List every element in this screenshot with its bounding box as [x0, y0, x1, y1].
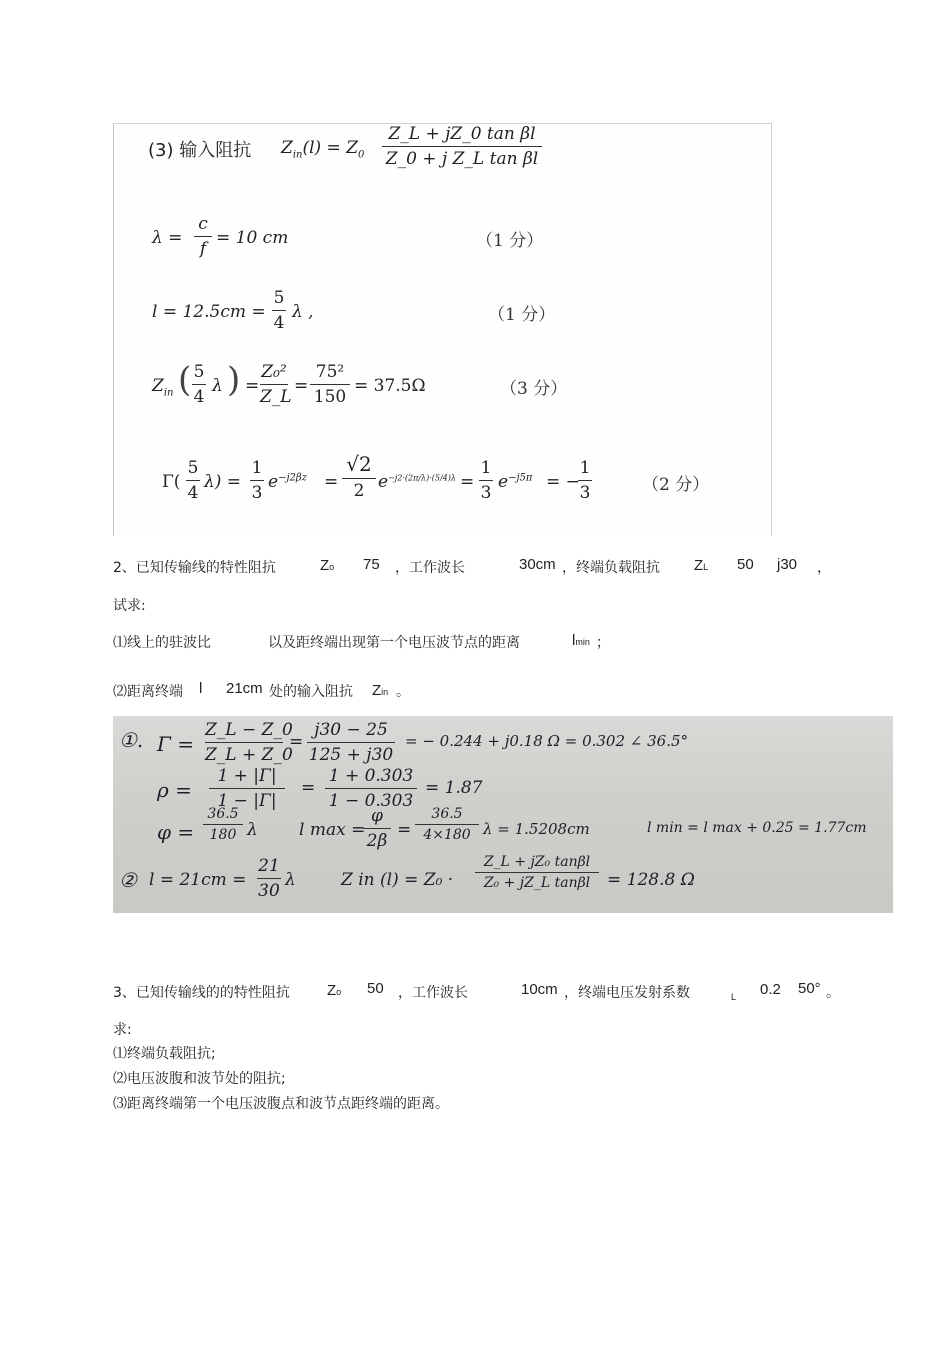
solution-line5-eq3: = − — [546, 472, 580, 492]
q2-item2-l: l — [199, 680, 203, 697]
q2-item2-a: ⑵距离终端 — [113, 684, 183, 700]
solution-line5-exp2: $e^{-j2\cdot(2\pi/\lambda)\cdot(5/4)\lambda}$ — [378, 472, 456, 492]
solution-line2-score: （1 分） — [476, 231, 544, 251]
q3-wave-value: 10cm — [521, 981, 558, 998]
solution-line2-lhs: λ = — [152, 228, 183, 248]
hw-row2-fraction1: 1 + |Γ| 1 − |Γ| — [209, 766, 285, 811]
q3-z0: Zo — [327, 982, 342, 999]
solution-line5-gamma: Γ( — [162, 472, 181, 492]
hw-row3-lmax-result: λ = 1.5208cm — [483, 820, 590, 838]
q3-item2: ⑵电压波腹和波节处的阻抗; — [113, 1071, 286, 1087]
q3-intro: 3、已知传输线的的特性阻抗 — [113, 985, 290, 1001]
hw-row4-fraction1: 21 30 — [258, 856, 280, 901]
hw-row1-result: = − 0.244 + j0.18 Ω = 0.302 ∠ 36.5° — [405, 732, 689, 750]
q2-intro: 2、已知传输线的特性阻抗 — [113, 560, 276, 576]
hw-row3-fraction2: φ 2β — [363, 806, 391, 851]
solution-line2-fraction: c f — [194, 214, 212, 259]
q2-item1-end: ； — [596, 635, 610, 651]
q2-item1-a: ⑴线上的驻波比 — [113, 635, 211, 651]
q3-refl-sub: L — [731, 992, 737, 1002]
q2-z0-value: 75 — [363, 556, 380, 573]
solution-line2-rhs: = 10 cm — [216, 228, 289, 248]
solution-line4-fraction3: 75² 150 — [310, 362, 350, 407]
hw-row3-lambda: λ — [247, 820, 258, 840]
q2-item1-b: 以及距终端出现第一个电压波节点的距离 — [268, 635, 520, 651]
q3-refl-angle: 50° — [798, 980, 821, 997]
solution-line4-eq: = — [245, 376, 260, 396]
solution-line3-score: （1 分） — [488, 305, 556, 325]
solution-line3-rhs: λ , — [292, 302, 314, 322]
q2-item1-lmin: lmin — [572, 632, 590, 649]
hw-row4-l: l = 21cm = — [149, 870, 247, 890]
q3-end: 。 — [826, 985, 840, 1001]
q2-wave-value: 30cm — [519, 556, 556, 573]
q2-zl-imag: j30 — [777, 556, 798, 573]
q2-item2-zin: Zin — [372, 682, 389, 699]
solution-line5-fraction3: 1 3 — [480, 458, 492, 503]
q2-item2-value: 21cm — [226, 680, 263, 697]
printed-solution-image — [113, 123, 772, 536]
solution-line5-fraction4: 1 3 — [579, 458, 591, 503]
solution-line5-eq1: = — [324, 472, 339, 492]
solution-line4-lambda: λ — [212, 376, 223, 396]
q2-zl-real: 50 — [737, 556, 754, 573]
hw-row1-eq: = — [289, 732, 304, 752]
q2-load-label: ，终端负载阻抗 — [562, 560, 660, 576]
q2-ask: 试求: — [113, 598, 146, 614]
solution-line5-exp1: $e^{-j2\beta z}$ — [268, 472, 307, 492]
q3-refl-label: ，终端电压发射系数 — [564, 985, 690, 1001]
q3-wave-label: ，工作波长 — [398, 985, 468, 1001]
hw-row4-fraction2: Z_L + jZ₀ tanβl Z₀ + jZ_L tanβl — [475, 854, 599, 891]
hw-row4-mark: ② — [119, 868, 137, 892]
hw-row1-fraction1: Z_L − Z_0 Z_L + Z_0 — [205, 720, 293, 765]
q3-item3: ⑶距离终端第一个电压波腹点和波节点距终端的距离。 — [113, 1096, 449, 1112]
hw-row3-eq: = — [397, 820, 412, 840]
solution-line3-lhs: l = 12.5cm = — [152, 302, 266, 322]
solution-line1-lhs: $Z_{in}(l) = Z_0$ — [281, 138, 365, 161]
solution-line5-exp3: $e^{-j5\pi}$ — [498, 472, 533, 492]
q2-wave-label: ，工作波长 — [395, 560, 465, 576]
solution-line5-fraction1: 1 3 — [251, 458, 263, 503]
hw-row2-eq: = — [301, 778, 316, 798]
hw-row3-fraction3: 36.5 4×180 — [415, 806, 479, 843]
hw-row4-result: = 128.8 Ω — [607, 870, 695, 890]
solution-line4-fraction2: Z₀² Z_L — [260, 362, 292, 407]
hw-row1-fraction2: j30 − 25 125 + j30 — [308, 720, 394, 765]
solution-line4-lhs: $Z_{in}$ — [152, 376, 174, 399]
hw-row1-mark: ①. — [119, 728, 144, 752]
solution-line4-eq2: = — [294, 376, 309, 396]
q2-item2-b: 处的输入阻抗 — [269, 684, 353, 700]
hw-row4-lambda: λ — [285, 870, 296, 890]
hw-row4-zin: Z in (l) = Z₀ · — [341, 870, 454, 890]
q3-ask: 求: — [113, 1022, 132, 1038]
solution-line5-fraction2: √2 2 — [342, 452, 376, 501]
solution-line3-fraction: 5 4 — [273, 288, 285, 333]
solution-line4-score: （3 分） — [500, 379, 568, 399]
hw-row2-fraction2: 1 + 0.303 1 − 0.303 — [325, 766, 417, 811]
hw-row3-fraction1: 36.5 180 — [203, 806, 243, 843]
solution-line5-score: （2 分） — [642, 475, 710, 495]
q2-z0: Zo — [320, 557, 335, 574]
q3-z0-value: 50 — [367, 980, 384, 997]
hw-row2-rho: ρ = — [157, 778, 192, 802]
solution-line4-rhs: = 37.5Ω — [354, 376, 426, 396]
hw-row3-lmin: l min = l max + 0.25 = 1.77cm — [647, 820, 867, 836]
q3-refl-magnitude: 0.2 — [760, 981, 781, 998]
solution-line1-fraction: Z_L + jZ_0 tan βl Z_0 + j Z_L tan βl — [382, 124, 542, 169]
solution-line1-label: (3) 输入阻抗 — [148, 140, 252, 161]
solution-line4-paren-right: ) — [227, 360, 241, 400]
q2-comma: ， — [817, 560, 831, 576]
solution-line4-paren-left: ( — [178, 360, 192, 400]
hw-row3-lmax: l max = — [299, 820, 366, 840]
solution-line5-arg-fraction: 5 4 — [187, 458, 199, 503]
q3-item1: ⑴终端负载阻抗; — [113, 1046, 216, 1062]
handwritten-solution-photo — [113, 716, 893, 913]
hw-row2-result: = 1.87 — [425, 778, 483, 798]
hw-row3-phi: φ = — [157, 820, 195, 844]
solution-line5-eq2: = — [460, 472, 475, 492]
q2-item2-end: 。 — [396, 684, 410, 700]
hw-row1-gamma: Γ = — [157, 732, 194, 756]
solution-line5-lambda: λ) = — [204, 472, 242, 492]
q2-zl: ZL — [694, 557, 709, 574]
solution-line4-arg-fraction: 5 4 — [193, 362, 205, 407]
